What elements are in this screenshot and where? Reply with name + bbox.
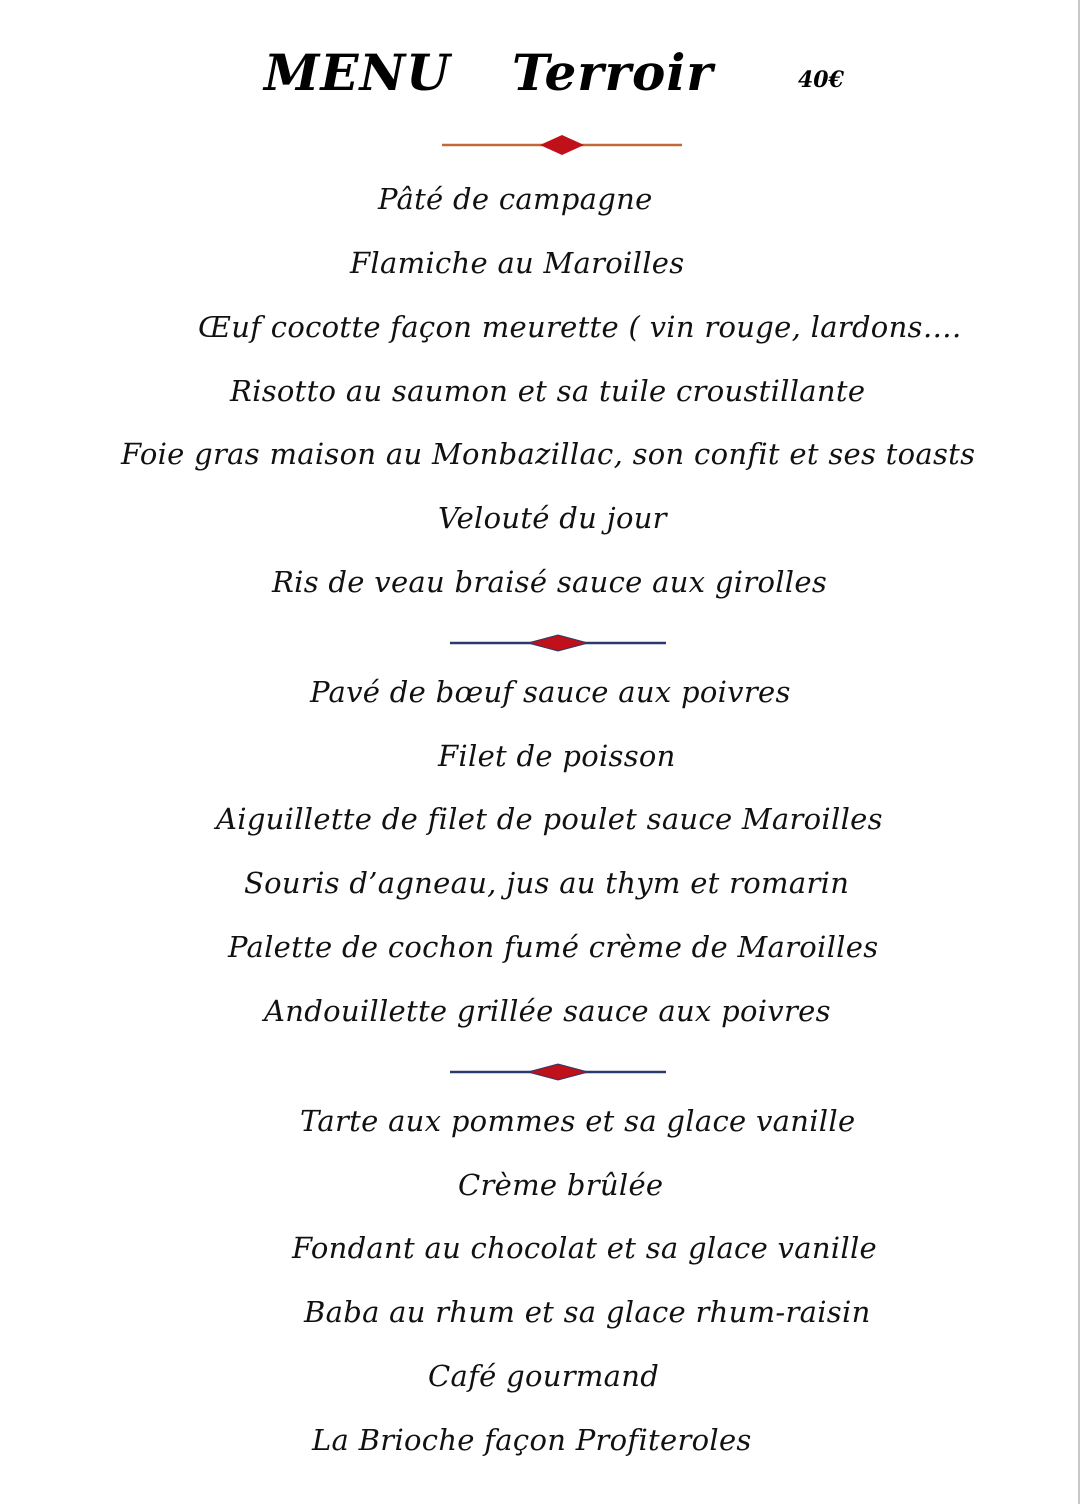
list-item: Ris de veau braisé sauce aux girolles [272, 565, 828, 599]
list-item: Aiguillette de filet de poulet sauce Maroilles [216, 802, 883, 836]
menu-price: 40€ [798, 67, 844, 93]
list-item: Palette de cochon fumé crème de Maroilles [228, 930, 879, 964]
list-item: Pâté de campagne [378, 182, 653, 216]
list-item: Velouté du jour [438, 501, 667, 535]
list-item: Andouillette grillée sauce aux poivres [264, 994, 831, 1028]
list-item: Café gourmand [428, 1359, 660, 1393]
divider-ornament-bottom [450, 1060, 666, 1084]
divider-ornament-top [442, 133, 682, 157]
list-item: Œuf cocotte façon meurette ( vin rouge, lardons…. [198, 310, 962, 344]
list-item: Tarte aux pommes et sa glace vanille [300, 1104, 856, 1138]
list-item: Flamiche au Maroilles [350, 246, 685, 280]
list-item: Filet de poisson [438, 739, 676, 773]
menu-header [0, 40, 1080, 110]
list-item: Foie gras maison au Monbazillac, son confit et ses toasts [121, 437, 976, 471]
list-item: Fondant au chocolat et sa glace vanille [292, 1231, 877, 1265]
list-item: Pavé de bœuf sauce aux poivres [310, 675, 791, 709]
list-item: Baba au rhum et sa glace rhum-raisin [304, 1295, 871, 1329]
menu-title-word: MENU [264, 43, 451, 102]
list-item: Crème brûlée [458, 1168, 664, 1202]
list-item: Souris d’agneau, jus au thym et romarin [244, 866, 850, 900]
divider-ornament-middle [450, 631, 666, 655]
list-item: La Brioche façon Profiteroles [312, 1423, 752, 1457]
menu-title-name: Terroir [512, 43, 714, 102]
list-item: Risotto au saumon et sa tuile croustillante [230, 374, 866, 408]
